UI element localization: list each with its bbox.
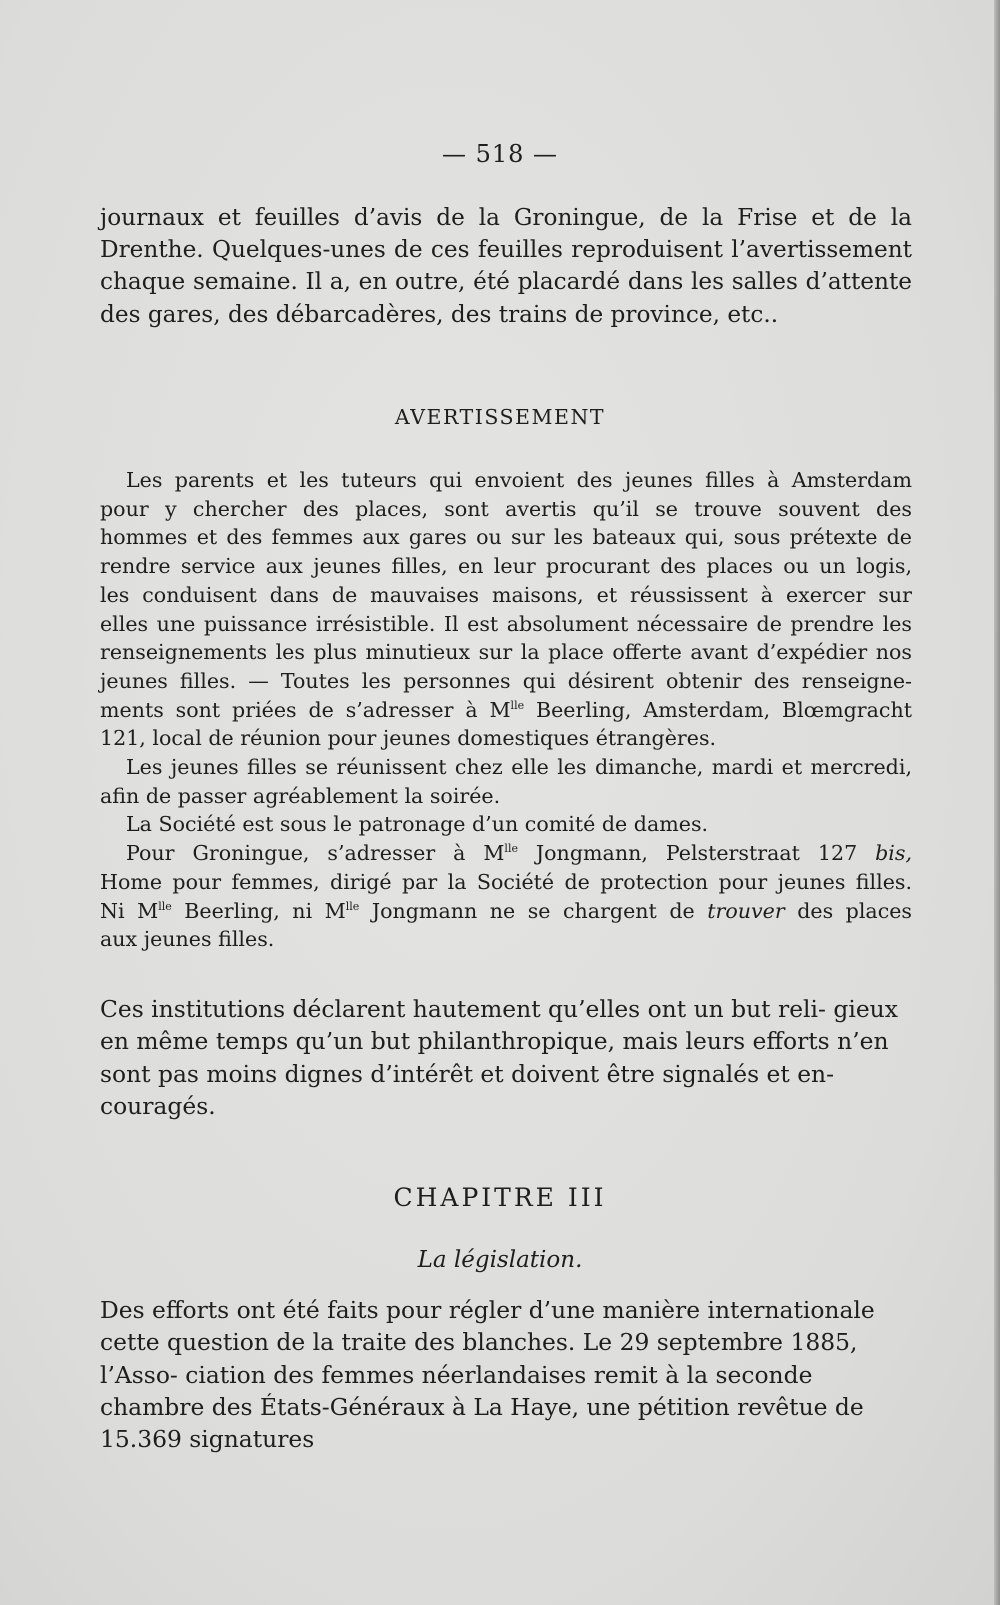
text-line: cette question de la traite des blanches. Le 29 septembre 1885, l’Asso-: [100, 1328, 858, 1389]
text-line: États-Généraux à La Haye, une pétition revêtue de 15.369 signatures: [100, 1392, 864, 1454]
text-line: Home pour femmes, dirigé par la Société de protection pour jeunes filles.: [100, 869, 912, 894]
text-line: pour y chercher des places, sont avertis qu’il se trouve souvent des: [100, 496, 912, 521]
text-line: renseignements les plus minutieux sur la place offerte avant d’expédier nos: [100, 640, 912, 665]
intro-paragraph: [100, 202, 912, 331]
text-line: afin de passer agréablement la soirée.: [100, 783, 501, 808]
text-line: journaux et feuilles d’avis de la Groningue, de la Frise et de la: [100, 204, 912, 231]
text-line: ments sont priées de s’adresser à $M^{lle}$ Beerling, Amsterdam, Blœmgracht: [100, 697, 912, 722]
notice-heading: AVERTISSEMENT: [394, 405, 606, 429]
text-line: Drenthe. Quelques-unes de ces feuilles reproduisent l’avertissement: [100, 236, 912, 264]
text-line: ciation des femmes néerlandaises remit à la seconde chambre des: [100, 1360, 813, 1421]
text-line: aux jeunes filles.: [100, 927, 275, 952]
text-line: Les parents et les tuteurs qui envoient des jeunes filles à Amsterdam: [126, 468, 912, 492]
text-line: Ni $M^{lle}$ Beerling, ni $M^{lle}$ Jongmann ne se chargent de trouver des places: [100, 898, 912, 923]
conclusion-paragraph: [100, 993, 912, 1122]
text-line: Des efforts ont été faits pour régler d’une manière internationale: [100, 1296, 875, 1324]
text-line: La Société est sous le patronage d’un comité de dames.: [126, 812, 709, 837]
text-line: rendre service aux jeunes filles, en leur procurant des places ou un logis,: [100, 554, 912, 579]
text-line: gieux en même temps qu’un but philanthropique, mais leurs efforts: [100, 995, 898, 1056]
text-line: chaque semaine. Il a, en outre, été placardé dans les salles d’attente: [100, 268, 912, 296]
text-line: les conduisent dans de mauvaises maisons, et réussissent à exercer sur: [100, 582, 912, 607]
text-line: Les jeunes filles se réunissent chez elle les dimanche, mardi et mercredi,: [126, 755, 912, 780]
text-line: des gares, des débarcadères, des trains de province, etc..: [100, 300, 779, 328]
text-line: couragés.: [100, 1091, 216, 1120]
text-line: Ces institutions déclarent hautement qu’elles ont un but reli-: [100, 995, 826, 1023]
text-line: elles une puissance irrésistible. Il est absolument nécessaire de prendre les: [100, 611, 912, 636]
text-line: hommes et des femmes aux gares ou sur les bateaux qui, sous prétexte de: [100, 525, 912, 550]
page-number: — 518 —: [441, 140, 559, 168]
text-line: 121, local de réunion pour jeunes domestiques étrangères.: [100, 726, 717, 751]
text-line: Pour Groningue, s’adresser à $M^{lle}$ Jongmann, Pelsterstraat 127 bis,: [126, 841, 913, 866]
chapter-title: CHAPITRE III: [393, 1183, 607, 1212]
chapter-paragraph: [100, 1294, 912, 1455]
text-line: n’en sont pas moins dignes d’intérêt et doivent être signalés et en-: [100, 1027, 889, 1088]
text-line: jeunes filles. — Toutes les personnes qui désirent obtenir des renseigne-: [100, 668, 912, 693]
page-edge: [994, 0, 1000, 1605]
chapter-subtitle: La législation.: [417, 1247, 583, 1273]
notice-text: [100, 466, 912, 954]
